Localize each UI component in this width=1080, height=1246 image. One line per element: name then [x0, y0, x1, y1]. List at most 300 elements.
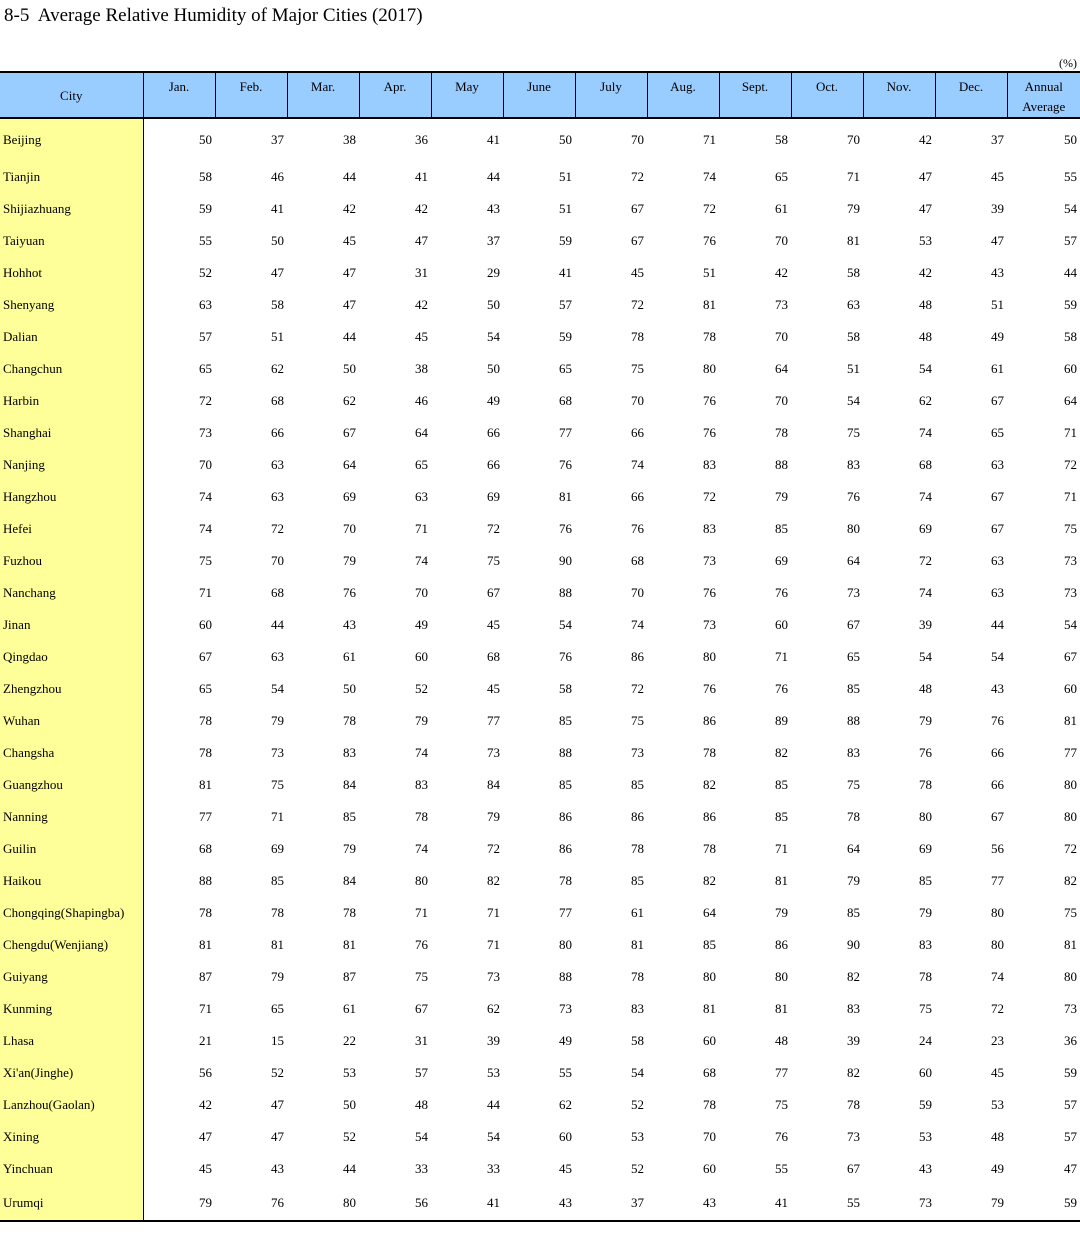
- annual-average-cell: 58: [1064, 329, 1077, 344]
- humidity-value-cell: 51: [559, 201, 572, 216]
- humidity-value-cell: 58: [775, 132, 788, 147]
- humidity-value-cell: 39: [487, 1033, 500, 1048]
- humidity-value-cell: 78: [703, 1097, 716, 1112]
- header-month: Apr.: [359, 72, 431, 118]
- table-row: [0, 161, 1080, 193]
- humidity-value-cell: 78: [199, 745, 212, 760]
- humidity-value-cell: 72: [703, 489, 716, 504]
- humidity-value-cell: 79: [919, 713, 932, 728]
- humidity-value-cell: 72: [919, 553, 932, 568]
- city-name-cell: Tianjin: [0, 161, 143, 193]
- humidity-value-cell: 51: [271, 329, 284, 344]
- humidity-value-cell: 50: [343, 681, 356, 696]
- humidity-value-cell: 49: [559, 1033, 572, 1048]
- table-row: [0, 705, 1080, 737]
- humidity-value-cell: 61: [991, 361, 1004, 376]
- humidity-value-cell: 67: [487, 585, 500, 600]
- humidity-value-cell: 72: [487, 521, 500, 536]
- city-name-cell: Harbin: [0, 385, 143, 417]
- humidity-value-cell: 49: [991, 329, 1004, 344]
- humidity-value-cell: 81: [199, 937, 212, 952]
- city-name-cell: Dalian: [0, 321, 143, 353]
- annual-average-cell: 57: [1064, 233, 1077, 248]
- humidity-value-cell: 81: [775, 1001, 788, 1016]
- humidity-value-cell: 59: [559, 329, 572, 344]
- humidity-value-cell: 37: [991, 132, 1004, 147]
- humidity-value-cell: 51: [847, 361, 860, 376]
- humidity-value-cell: 47: [991, 233, 1004, 248]
- humidity-value-cell: 45: [199, 1161, 212, 1176]
- humidity-value-cell: 63: [991, 585, 1004, 600]
- humidity-value-cell: 78: [271, 905, 284, 920]
- humidity-value-cell: 73: [775, 297, 788, 312]
- city-name-cell: Xi'an(Jinghe): [0, 1057, 143, 1089]
- humidity-value-cell: 58: [199, 169, 212, 184]
- humidity-value-cell: 43: [503, 1185, 575, 1221]
- humidity-value-cell: 47: [919, 201, 932, 216]
- humidity-value-cell: 82: [703, 777, 716, 792]
- humidity-value-cell: 81: [703, 1001, 716, 1016]
- humidity-value-cell: 76: [559, 521, 572, 536]
- humidity-value-cell: 65: [199, 361, 212, 376]
- humidity-value-cell: 80: [703, 649, 716, 664]
- annual-average-cell: 67: [1064, 649, 1077, 664]
- humidity-value-cell: 41: [415, 169, 428, 184]
- humidity-value-cell: 52: [631, 1161, 644, 1176]
- annual-average-cell: 47: [1064, 1161, 1077, 1176]
- humidity-value-cell: 33: [415, 1161, 428, 1176]
- humidity-value-cell: 67: [343, 425, 356, 440]
- humidity-value-cell: 66: [991, 745, 1004, 760]
- humidity-value-cell: 85: [847, 681, 860, 696]
- humidity-value-cell: 75: [415, 969, 428, 984]
- humidity-value-cell: 70: [631, 585, 644, 600]
- humidity-value-cell: 43: [919, 1161, 932, 1176]
- city-name-cell: Chengdu(Wenjiang): [0, 929, 143, 961]
- humidity-value-cell: 58: [271, 297, 284, 312]
- humidity-value-cell: 76: [703, 393, 716, 408]
- humidity-value-cell: 85: [559, 713, 572, 728]
- humidity-value-cell: 43: [991, 265, 1004, 280]
- humidity-value-cell: 68: [703, 1065, 716, 1080]
- humidity-value-cell: 79: [271, 969, 284, 984]
- humidity-value-cell: 67: [631, 201, 644, 216]
- humidity-value-cell: 78: [703, 745, 716, 760]
- humidity-value-cell: 85: [919, 873, 932, 888]
- humidity-value-cell: 41: [271, 201, 284, 216]
- humidity-value-cell: 57: [199, 329, 212, 344]
- humidity-value-cell: 65: [415, 457, 428, 472]
- humidity-value-cell: 56: [359, 1185, 431, 1221]
- humidity-value-cell: 50: [487, 361, 500, 376]
- city-name-cell: Qingdao: [0, 641, 143, 673]
- humidity-value-cell: 76: [703, 425, 716, 440]
- humidity-value-cell: 78: [199, 905, 212, 920]
- humidity-value-cell: 63: [271, 649, 284, 664]
- humidity-value-cell: 79: [919, 905, 932, 920]
- humidity-value-cell: 79: [847, 873, 860, 888]
- table-row: [0, 577, 1080, 609]
- city-name-cell: Yinchuan: [0, 1153, 143, 1185]
- humidity-value-cell: 78: [415, 809, 428, 824]
- humidity-value-cell: 52: [415, 681, 428, 696]
- annual-average-cell: 57: [1064, 1129, 1077, 1144]
- annual-average-cell: 75: [1064, 905, 1077, 920]
- humidity-value-cell: 65: [271, 1001, 284, 1016]
- humidity-value-cell: 64: [343, 457, 356, 472]
- humidity-value-cell: 88: [847, 713, 860, 728]
- humidity-value-cell: 67: [991, 489, 1004, 504]
- humidity-value-cell: 78: [631, 841, 644, 856]
- header-city: City: [0, 72, 143, 118]
- humidity-value-cell: 70: [775, 233, 788, 248]
- humidity-value-cell: 59: [559, 233, 572, 248]
- humidity-value-cell: 67: [415, 1001, 428, 1016]
- humidity-value-cell: 81: [271, 937, 284, 952]
- humidity-value-cell: 42: [415, 201, 428, 216]
- humidity-value-cell: 54: [847, 393, 860, 408]
- humidity-value-cell: 81: [199, 777, 212, 792]
- annual-average-cell: 82: [1064, 873, 1077, 888]
- humidity-value-cell: 80: [703, 361, 716, 376]
- humidity-value-cell: 58: [847, 329, 860, 344]
- humidity-value-cell: 75: [199, 553, 212, 568]
- city-name-cell: Hohhot: [0, 257, 143, 289]
- humidity-value-cell: 54: [991, 649, 1004, 664]
- humidity-value-cell: 82: [847, 1065, 860, 1080]
- humidity-value-cell: 65: [199, 681, 212, 696]
- humidity-table: [0, 71, 1080, 1222]
- humidity-value-cell: 48: [919, 329, 932, 344]
- humidity-value-cell: 74: [415, 553, 428, 568]
- humidity-value-cell: 62: [487, 1001, 500, 1016]
- humidity-value-cell: 77: [559, 905, 572, 920]
- humidity-value-cell: 61: [343, 1001, 356, 1016]
- humidity-value-cell: 44: [487, 1097, 500, 1112]
- header-month: July: [575, 72, 647, 118]
- city-name-cell: Guangzhou: [0, 769, 143, 801]
- city-name-cell: Taiyuan: [0, 225, 143, 257]
- humidity-value-cell: 85: [775, 521, 788, 536]
- humidity-value-cell: 53: [487, 1065, 500, 1080]
- humidity-value-cell: 74: [631, 457, 644, 472]
- humidity-value-cell: 42: [775, 265, 788, 280]
- humidity-value-cell: 52: [199, 265, 212, 280]
- humidity-value-cell: 74: [199, 489, 212, 504]
- humidity-value-cell: 64: [847, 553, 860, 568]
- city-name-cell: Guilin: [0, 833, 143, 865]
- humidity-value-cell: 74: [631, 617, 644, 632]
- humidity-value-cell: 76: [919, 745, 932, 760]
- humidity-value-cell: 71: [199, 585, 212, 600]
- humidity-value-cell: 47: [271, 265, 284, 280]
- humidity-value-cell: 81: [559, 489, 572, 504]
- humidity-value-cell: 53: [991, 1097, 1004, 1112]
- humidity-value-cell: 85: [343, 809, 356, 824]
- annual-average-cell: 80: [1064, 969, 1077, 984]
- humidity-value-cell: 41: [719, 1185, 791, 1221]
- unit-label: (%): [1059, 56, 1077, 70]
- humidity-value-cell: 73: [271, 745, 284, 760]
- humidity-value-cell: 81: [847, 233, 860, 248]
- humidity-value-cell: 61: [631, 905, 644, 920]
- humidity-value-cell: 51: [991, 297, 1004, 312]
- annual-average-cell: 73: [1064, 585, 1077, 600]
- humidity-value-cell: 62: [559, 1097, 572, 1112]
- humidity-value-cell: 70: [631, 132, 644, 147]
- humidity-value-cell: 55: [775, 1161, 788, 1176]
- humidity-value-cell: 60: [919, 1065, 932, 1080]
- humidity-value-cell: 78: [847, 1097, 860, 1112]
- humidity-value-cell: 73: [847, 1129, 860, 1144]
- header-month: Mar.: [287, 72, 359, 118]
- city-name-cell: Xining: [0, 1121, 143, 1153]
- humidity-value-cell: 85: [703, 937, 716, 952]
- table-row: [0, 833, 1080, 865]
- humidity-value-cell: 71: [199, 1001, 212, 1016]
- humidity-value-cell: 79: [487, 809, 500, 824]
- humidity-value-cell: 47: [271, 1129, 284, 1144]
- humidity-value-cell: 51: [559, 169, 572, 184]
- humidity-value-cell: 47: [415, 233, 428, 248]
- humidity-value-cell: 71: [703, 132, 716, 147]
- humidity-value-cell: 71: [847, 169, 860, 184]
- city-name-cell: Nanchang: [0, 577, 143, 609]
- city-name-cell: Shanghai: [0, 417, 143, 449]
- humidity-value-cell: 78: [847, 809, 860, 824]
- humidity-value-cell: 74: [919, 489, 932, 504]
- humidity-value-cell: 49: [487, 393, 500, 408]
- humidity-value-cell: 74: [199, 521, 212, 536]
- humidity-value-cell: 75: [631, 713, 644, 728]
- table-row: [0, 353, 1080, 385]
- humidity-value-cell: 48: [991, 1129, 1004, 1144]
- humidity-value-cell: 41: [431, 1185, 503, 1221]
- table-row: [0, 417, 1080, 449]
- humidity-value-cell: 39: [847, 1033, 860, 1048]
- humidity-value-cell: 48: [919, 681, 932, 696]
- humidity-value-cell: 69: [487, 489, 500, 504]
- humidity-value-cell: 76: [703, 681, 716, 696]
- humidity-value-cell: 72: [271, 521, 284, 536]
- humidity-value-cell: 55: [559, 1065, 572, 1080]
- humidity-value-cell: 77: [559, 425, 572, 440]
- humidity-value-cell: 67: [199, 649, 212, 664]
- humidity-value-cell: 48: [775, 1033, 788, 1048]
- humidity-value-cell: 42: [415, 297, 428, 312]
- humidity-value-cell: 72: [631, 169, 644, 184]
- humidity-value-cell: 55: [791, 1185, 863, 1221]
- humidity-value-cell: 73: [847, 585, 860, 600]
- city-name-cell: Changchun: [0, 353, 143, 385]
- humidity-value-cell: 80: [559, 937, 572, 952]
- humidity-value-cell: 74: [415, 745, 428, 760]
- humidity-value-cell: 79: [775, 489, 788, 504]
- humidity-value-cell: 85: [631, 873, 644, 888]
- table-row: [0, 257, 1080, 289]
- table-row: [0, 865, 1080, 897]
- humidity-value-cell: 64: [775, 361, 788, 376]
- humidity-value-cell: 42: [199, 1097, 212, 1112]
- humidity-value-cell: 78: [703, 329, 716, 344]
- humidity-value-cell: 63: [199, 297, 212, 312]
- humidity-value-cell: 64: [847, 841, 860, 856]
- humidity-value-cell: 45: [343, 233, 356, 248]
- city-name-cell: Lanzhou(Gaolan): [0, 1089, 143, 1121]
- humidity-value-cell: 80: [703, 969, 716, 984]
- humidity-value-cell: 60: [703, 1161, 716, 1176]
- humidity-value-cell: 83: [847, 1001, 860, 1016]
- humidity-value-cell: 64: [703, 905, 716, 920]
- humidity-value-cell: 85: [847, 905, 860, 920]
- humidity-value-cell: 81: [703, 297, 716, 312]
- humidity-value-cell: 39: [919, 617, 932, 632]
- humidity-value-cell: 77: [775, 1065, 788, 1080]
- humidity-value-cell: 58: [559, 681, 572, 696]
- humidity-value-cell: 70: [847, 132, 860, 147]
- humidity-value-cell: 38: [415, 361, 428, 376]
- annual-average-cell: 59: [1007, 1185, 1080, 1221]
- annual-average-cell: 77: [1064, 745, 1077, 760]
- humidity-value-cell: 63: [271, 457, 284, 472]
- humidity-value-cell: 63: [271, 489, 284, 504]
- humidity-value-cell: 52: [343, 1129, 356, 1144]
- table-row: [0, 993, 1080, 1025]
- humidity-value-cell: 70: [631, 393, 644, 408]
- humidity-value-cell: 71: [487, 905, 500, 920]
- humidity-value-cell: 80: [991, 937, 1004, 952]
- humidity-value-cell: 78: [919, 777, 932, 792]
- annual-average-cell: 44: [1064, 265, 1077, 280]
- annual-average-cell: 59: [1064, 297, 1077, 312]
- humidity-value-cell: 52: [631, 1097, 644, 1112]
- humidity-value-cell: 24: [919, 1033, 932, 1048]
- humidity-value-cell: 71: [775, 649, 788, 664]
- humidity-value-cell: 43: [647, 1185, 719, 1221]
- humidity-value-cell: 79: [343, 553, 356, 568]
- humidity-value-cell: 61: [775, 201, 788, 216]
- humidity-value-cell: 51: [703, 265, 716, 280]
- humidity-value-cell: 86: [703, 809, 716, 824]
- humidity-value-cell: 52: [271, 1065, 284, 1080]
- humidity-value-cell: 88: [559, 585, 572, 600]
- humidity-value-cell: 73: [703, 617, 716, 632]
- humidity-value-cell: 75: [847, 777, 860, 792]
- humidity-value-cell: 50: [343, 1097, 356, 1112]
- table-row: [0, 545, 1080, 577]
- humidity-value-cell: 63: [991, 457, 1004, 472]
- humidity-value-cell: 45: [991, 169, 1004, 184]
- humidity-value-cell: 80: [991, 905, 1004, 920]
- humidity-value-cell: 60: [775, 617, 788, 632]
- humidity-value-cell: 46: [271, 169, 284, 184]
- header-month: Aug.: [647, 72, 719, 118]
- humidity-value-cell: 83: [631, 1001, 644, 1016]
- city-name-cell: Wuhan: [0, 705, 143, 737]
- humidity-value-cell: 86: [703, 713, 716, 728]
- humidity-value-cell: 86: [559, 841, 572, 856]
- humidity-value-cell: 87: [343, 969, 356, 984]
- table-body: [0, 118, 1080, 1221]
- humidity-value-cell: 84: [487, 777, 500, 792]
- humidity-value-cell: 77: [487, 713, 500, 728]
- humidity-value-cell: 63: [991, 553, 1004, 568]
- humidity-value-cell: 71: [415, 521, 428, 536]
- humidity-value-cell: 70: [775, 393, 788, 408]
- annual-average-cell: 81: [1064, 713, 1077, 728]
- humidity-value-cell: 76: [703, 585, 716, 600]
- humidity-value-cell: 74: [991, 969, 1004, 984]
- annual-average-cell: 59: [1064, 1065, 1077, 1080]
- humidity-value-cell: 72: [199, 393, 212, 408]
- humidity-value-cell: 88: [775, 457, 788, 472]
- humidity-value-cell: 68: [199, 841, 212, 856]
- table-row: [0, 321, 1080, 353]
- humidity-value-cell: 54: [415, 1129, 428, 1144]
- humidity-value-cell: 21: [199, 1033, 212, 1048]
- annual-average-cell: 73: [1064, 553, 1077, 568]
- table-row: [0, 513, 1080, 545]
- city-name-cell: Fuzhou: [0, 545, 143, 577]
- humidity-value-cell: 88: [559, 745, 572, 760]
- table-row: [0, 449, 1080, 481]
- table-row: [0, 1185, 1080, 1221]
- header-month: Feb.: [215, 72, 287, 118]
- humidity-value-cell: 66: [487, 457, 500, 472]
- city-name-cell: Urumqi: [0, 1185, 143, 1221]
- humidity-value-cell: 45: [631, 265, 644, 280]
- humidity-value-cell: 57: [415, 1065, 428, 1080]
- table-row: [0, 1025, 1080, 1057]
- humidity-value-cell: 80: [287, 1185, 359, 1221]
- humidity-value-cell: 31: [415, 1033, 428, 1048]
- humidity-value-cell: 74: [703, 169, 716, 184]
- annual-average-cell: 64: [1064, 393, 1077, 408]
- humidity-value-cell: 33: [487, 1161, 500, 1176]
- humidity-value-cell: 78: [775, 425, 788, 440]
- humidity-value-cell: 42: [919, 132, 932, 147]
- humidity-value-cell: 67: [991, 809, 1004, 824]
- humidity-value-cell: 78: [343, 905, 356, 920]
- humidity-value-cell: 84: [343, 873, 356, 888]
- header-row: [0, 72, 1080, 118]
- humidity-value-cell: 47: [343, 297, 356, 312]
- humidity-value-cell: 45: [487, 681, 500, 696]
- city-name-cell: Beijing: [0, 118, 143, 161]
- humidity-value-cell: 78: [703, 841, 716, 856]
- humidity-value-cell: 72: [991, 1001, 1004, 1016]
- table-title: 8-5 Average Relative Humidity of Major Cities (2017): [4, 5, 423, 26]
- humidity-value-cell: 72: [703, 201, 716, 216]
- humidity-value-cell: 74: [919, 425, 932, 440]
- humidity-value-cell: 79: [143, 1185, 215, 1221]
- humidity-value-cell: 23: [991, 1033, 1004, 1048]
- humidity-value-cell: 70: [703, 1129, 716, 1144]
- humidity-value-cell: 76: [991, 713, 1004, 728]
- humidity-value-cell: 54: [919, 649, 932, 664]
- humidity-value-cell: 39: [991, 201, 1004, 216]
- humidity-value-cell: 65: [775, 169, 788, 184]
- humidity-value-cell: 56: [991, 841, 1004, 856]
- humidity-value-cell: 89: [775, 713, 788, 728]
- header-month: Jan.: [143, 72, 215, 118]
- humidity-value-cell: 71: [415, 905, 428, 920]
- humidity-value-cell: 62: [343, 393, 356, 408]
- city-name-cell: Guiyang: [0, 961, 143, 993]
- humidity-value-cell: 80: [919, 809, 932, 824]
- city-name-cell: Zhengzhou: [0, 673, 143, 705]
- humidity-value-cell: 67: [991, 521, 1004, 536]
